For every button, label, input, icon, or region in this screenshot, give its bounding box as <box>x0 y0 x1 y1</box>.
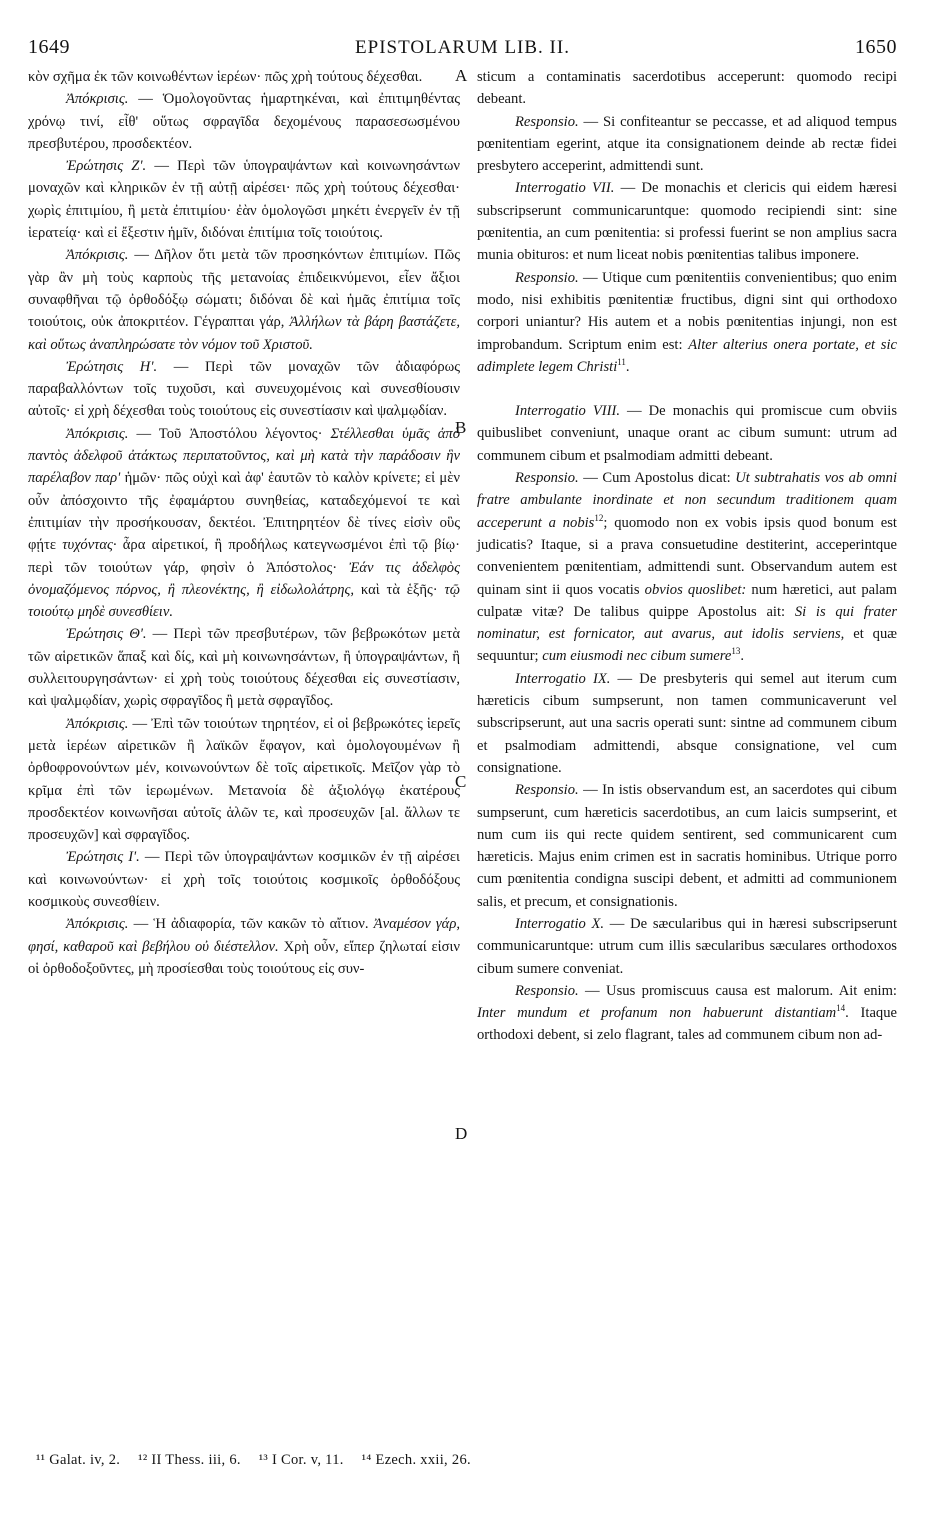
greek-column <box>28 66 460 980</box>
margin-letter-b: B <box>455 418 467 437</box>
greek-paragraph: Ἐρώτησις Η'. — Περὶ τῶν μοναχῶν τῶν ἀδιαφόρως παραβαλλόντων τοῖς τυχοῦσι, καὶ συνευχομένοις καὶ συνεσθίουσιν αὐτοῖς· εἰ χρὴ δέχεσθαι τοὺς τοιούτους εἰς συνεστίασιν καὶ ψαλμῳδίαν. <box>28 358 461 420</box>
page-header <box>28 36 897 58</box>
latin-paragraph: Responsio. — Utique cum pœnitentiis convenientibus; quo enim modo, nisi exhibitis pœnitentiæ fructibus, digni sint qui orthodoxo corpori uniantur? His autem et a nobis pœnitentias injungi, non est improbandum. Scriptum enim est: Alter alterius onera portate, et sic adimplete legem Christi$^{11}$. <box>477 269 897 375</box>
greek-paragraph: Ἐρώτησις Θ'. — Περὶ τῶν πρεσβυτέρων, τῶν βεβρωκότων μετὰ τῶν αἱρετικῶν ἅπαξ καὶ δίς, καὶ μὴ κοινωνησάντων, ἢ ὑπογραψάντων, ἢ συλλειτουργησάντων· εἰ χρὴ τοὺς τοιούτους δέχεσθαι εἰς συνεστίασιν, καὶ ψαλμῳδίαν, χωρὶς σφραγῖδος ἢ μετὰ σφραγῖδος. <box>28 626 460 710</box>
latin-paragraph: Responsio. — Cum Apostolus dicat: Ut subtrahatis vos ab omni fratre ambulante inordinate et non secundum traditionem quam acceperunt a nobis$^{12}$; quomodo non ex vobis ipsis quod bonum est judicatis? Itaque, si a prava consuetudine destiterint, acceperintque convenientem pœnitentiam, admittendi sunt. Observandum autem est quinam sint ii quos vocatis obvios quoslibet: num hæretici, aut palam culpatæ vitæ? De talibus quippe Apostolus ait: Si is qui frater nominatur, est fornicator, aut avarus, aut idolis serviens, et quæ sequuntur; cum eiusmodi nec cibum sumere$^{13}$. <box>477 470 898 665</box>
greek-paragraph: Ἀπόκρισις. — Ἐπὶ τῶν τοιούτων τηρητέον, εἰ οἱ βεβρωκότες ἱερεῖς μετὰ ἱερέων αἱρετικῶν ἢ λαϊκῶν ἔφαγον, καὶ ὁμολογουμένων ἢ ὀρθοφρονούντων μέν, κοινωνούντων δὲ τοῖς αἱρετικοῖς. Μεῖζον γὰρ τὸ κρῖμα ἐπὶ τῶν ἱερωμένων. Μετανοία δὲ ἀξιολόγῳ ἑκατέρους προσδεκτέον κοινωνῆσαι αὐτοῖς ἁλῶν τε, καὶ προσευχῶν [al. ἄλλων τε προσευχῶν] καὶ σφραγῖδος. <box>28 715 460 844</box>
footnote: ¹³ I Cor. v, 11. <box>258 1452 344 1468</box>
page-number-left: 1649 <box>28 36 70 58</box>
greek-paragraph: κὸν σχῆμα ἐκ τῶν κοινωθέντων ἱερέων· πῶς χρὴ τούτους δέχεσθαι. <box>28 69 423 85</box>
greek-paragraph: Ἐρώτησις Ζ'. — Περὶ τῶν ὑπογραψάντων καὶ κοινωνησάντων μοναχῶν καὶ κληρικῶν ἐν τῇ αὐτῇ αἱρέσει· πῶς χρὴ τούτους δέχεσθαι· χωρὶς ἐπιτιμίου, ἢ μετὰ ἐπιτιμίου· ἐὰν ὁμολογῶσι μηκέτι ἐνεργεῖν ἐν τῇ ἱερατείᾳ· καὶ εἰ ἔξεστιν ἡμῖν, διδόναι ἐπιτίμια τοῖς τοιούτοις. <box>28 158 460 242</box>
margin-letter-a: A <box>455 66 468 85</box>
running-title: EPISTOLARUM LIB. II. <box>355 37 570 58</box>
footnote: ¹² II Thess. iii, 6. <box>138 1452 241 1468</box>
footnote-ref: 14 <box>836 1003 846 1014</box>
greek-paragraph: Ἀπόκρισις. — Ὁμολογοῦντας ἡμαρτηκέναι, καὶ ἐπιτιμηθέντας χρόνῳ τινί, εἶθ' οὕτως σφραγῖδα δεχομένους παρασεσωσμένου πρεσβυτέρου, προσδεκτέον. <box>28 91 460 152</box>
latin-paragraph: Responsio. — Si confiteantur se peccasse, et ad aliquod tempus pœnitentiam egerint, atque ita consignationem deinde ab rectæ fidei presbytero acceperint, admittendi sunt. <box>477 113 897 175</box>
page-number-right: 1650 <box>855 36 897 58</box>
footnote: ¹¹ Galat. iv, 2. <box>36 1452 121 1468</box>
footnote-ref: 12 <box>594 512 604 523</box>
latin-paragraph: Interrogatio IX. — De presbyteris qui semel aut iterum cum hæreticis cibum sumpserunt, non tamen communicaverunt vel subscripserunt, aut una sacris operati sunt: sintne ad communem cibum et psalmodiam admittendi, absque consignatione, vel cum consignatione. <box>477 670 898 776</box>
latin-paragraph: sticum a contaminatis sacerdotibus acceperunt: quomodo recipi debeant. <box>477 69 897 108</box>
greek-paragraph: Ἀπόκρισις. — Τοῦ Ἀποστόλου λέγοντος· Στέλλεσθαι ὑμᾶς ἀπὸ παντὸς ἀδελφοῦ ἀτάκτως περιπατοῦντος, καὶ μὴ κατὰ τὴν παράδοσιν ἣν παρέλαβον παρ' ἡμῶν· πῶς οὐχὶ καὶ ἀφ' ἑαυτῶν τὸ καλὸν κρίνετε; εἰ μὲν οὖν ἀπόσχοιντο τῆς ἐφαμάρτου συνηθείας, καταδεχόμενοί τε καὶ ἐπιτιμίαν τὴν προσήκουσαν, δεκτέοι. Ἐπιτηρητέον δὲ τίνες εἰσὶν οὓς φῄτε τυχόντας· ἆρα αἱρετικοί, ἢ προδήλως κατεγνωσμένοι ἐπὶ τῷ βίῳ· περὶ τῶν τοιούτων γάρ, φησὶν ὁ Ἀπόστολος· Ἐάν τις ἀδελφὸς ὀνομαζόμενος πόρνος, ἢ πλεονέκτης, ἢ εἰδωλολάτρης, καὶ τὰ ἑξῆς· τῷ τοιούτῳ μηδὲ συνεσθίειν. <box>28 425 461 621</box>
greek-paragraph: Ἀπόκρισις. — Ἡ ἀδιαφορία, τῶν κακῶν τὸ αἴτιον. Ἀναμέσον γάρ, φησί, καθαροῦ καὶ βεβήλου οὐ διέστελλον. Χρὴ οὖν, εἴπερ ζηλωταί εἰσιν οἱ ὀρθοδοξοῦντες, μὴ προσίεσθαι τοὺς τοιούτους εἰς συν- <box>28 916 460 977</box>
greek-paragraph: Ἐρώτησις Ι'. — Περὶ τῶν ὑπογραψάντων κοσμικῶν ἐν τῇ αἱρέσει καὶ κοινωνούντων· εἰ χρὴ τοῖς τοιούτοις κοσμικοῖς ὀρθοδόξους κοσμικοὺς συνεσθίειν. <box>28 849 460 910</box>
latin-paragraph: Interrogatio X. — De sæcularibus qui in hæresi subscripserunt communicaruntque: utrum cum illis sæcularibus sæculares orthodoxos cibum sumere conveniat. <box>477 915 897 977</box>
footnote: ¹⁴ Ezech. xxii, 26. <box>361 1452 471 1468</box>
footnote-ref: 13 <box>731 646 741 657</box>
latin-paragraph: Responsio. — In istis observandum est, an sacerdotes qui cibum sumpserunt, cum hæreticis sacerdotibus, an cum laicis sumpserint, et num cum iis qui recte quidem sentirent, sed communicarent cum hæreticis. Majus enim crimen est in sacratis hominibus. Utrique porro cum pœnitentia condigna suscipi debent, et admitti ad communionem salis, et precum, et consignationis. <box>477 782 897 910</box>
margin-letter-d: D <box>455 1124 468 1143</box>
latin-paragraph: Responsio. — Usus promiscuus causa est malorum. Ait enim: Inter mundum et profanum non habuerunt distantiam$^{14}$. Itaque orthodoxi debent, si zelo flagrant, tales ad communem cibum non ad- <box>477 982 897 1044</box>
latin-paragraph: Interrogatio VII. — De monachis et clericis qui eidem hæresi subscripserunt communicaruntque: quomodo recipiendi sint: sine pœnitentia, an cum pœnitentia: si professi fuerint se non amplius sacra munia obituros: et num liceat nobis pœnitentias talibus imponere. <box>477 180 897 264</box>
margin-letter-c: C <box>455 772 467 791</box>
footnote-ref: 11 <box>617 357 626 367</box>
latin-paragraph: Interrogatio VIII. — De monachis qui promiscue cum obviis quibuslibet conveniunt, unaque orant ac cibum sumunt: utrum ad communem cibum et psalmodiam admitti debeant. <box>477 403 898 464</box>
greek-paragraph: Ἀπόκρισις. — Δῆλον ὅτι μετὰ τῶν προσηκόντων ἐπιτιμίων. Πῶς γὰρ ἂν μὴ τοὺς καρποὺς τῆς μετανοίας ἐπιδεικνύμενοι, εἶεν ἄξιοι συναφθῆναι τῷ ὀρθοδόξῳ σώματι; διδόναι δὲ καὶ ἡμᾶς ἐπιτίμια τοῖς τοιούτοις, οὐκ ἀποκριτέον. Γέγραπται γάρ, Ἀλλήλων τὰ βάρη βαστάζετε, καὶ οὕτως ἀναπληρώσατε τὸν νόμον τοῦ Χριστοῦ. <box>28 247 460 353</box>
footnotes <box>36 1452 896 1469</box>
latin-column <box>477 66 897 1047</box>
